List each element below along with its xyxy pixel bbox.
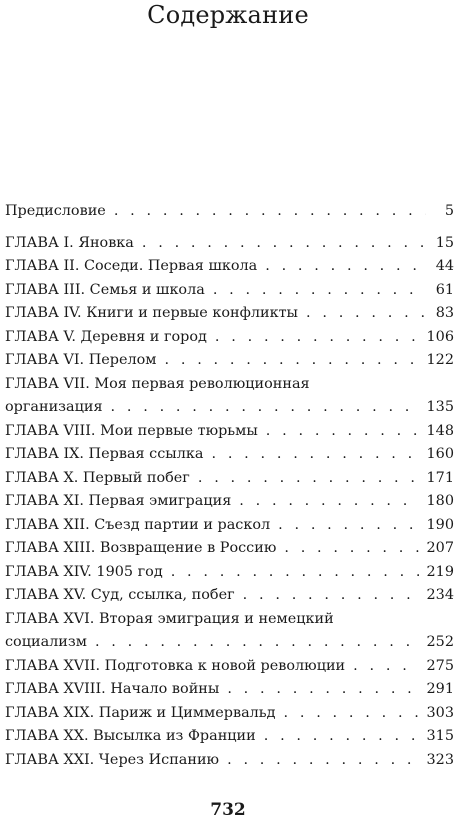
toc-leader-dots (306, 302, 426, 326)
toc-entry-title: ГЛАВА IV. Книги и первые конфликты (5, 305, 299, 321)
toc-entry-page: 275 (426, 657, 454, 674)
toc-entry[interactable] (5, 255, 454, 279)
toc-entry[interactable] (5, 537, 454, 561)
toc-entry-title: ГЛАВА V. Деревня и город (5, 328, 207, 345)
toc-leader-dots (171, 561, 419, 585)
toc-entry[interactable] (5, 490, 454, 514)
toc-entry-title: ГЛАВА XV. Суд, ссылка, побег (5, 587, 235, 603)
toc-entry[interactable] (5, 326, 454, 350)
toc-entry[interactable] (5, 302, 454, 326)
toc-entry-title: Предисловие (5, 203, 106, 219)
toc-entry-title-continued: социализм (5, 634, 87, 650)
toc-entry[interactable] (5, 420, 454, 444)
toc-spacer (5, 224, 454, 232)
toc-entry-page: 135 (426, 399, 454, 415)
toc-entry-page: 171 (426, 469, 454, 486)
toc-entry-title: ГЛАВА I. Яновка (5, 234, 134, 251)
toc-entry-page: 303 (426, 704, 454, 721)
toc-entry-title: ГЛАВА VI. Перелом (5, 352, 157, 368)
toc-leader-dots (211, 443, 418, 467)
toc-entry-page: 219 (426, 563, 454, 580)
toc-entry-title: ГЛАВА II. Соседи. Первая школа (5, 258, 258, 274)
toc-entry-title: ГЛАВА XVI. Вторая эмиграция и немецкий (5, 610, 334, 627)
toc-entry-page: 148 (426, 422, 454, 439)
toc-entry[interactable] (5, 561, 454, 585)
toc-entry[interactable] (5, 232, 454, 256)
toc-entry-title: ГЛАВА VIII. Мои первые тюрьмы (5, 422, 258, 439)
toc-entry-page: 106 (426, 328, 454, 345)
toc-entry-title: ГЛАВА XIV. 1905 год (5, 563, 163, 580)
toc-leader-dots (165, 349, 419, 373)
toc-entry[interactable] (5, 349, 454, 373)
toc-leader-dots (111, 396, 419, 420)
toc-entry-page: 315 (426, 728, 454, 744)
toc-leader-dots (243, 584, 419, 608)
toc-entry[interactable] (5, 725, 454, 749)
toc-entry-title: ГЛАВА III. Семья и школа (5, 281, 205, 298)
page-number: 732 (210, 800, 246, 820)
toc-entry-page: 122 (426, 352, 454, 368)
toc-entry[interactable] (5, 200, 454, 224)
toc-entry-title-continued: организация (5, 399, 103, 415)
toc-entry[interactable] (5, 514, 454, 538)
toc-entry-page: 234 (426, 587, 454, 603)
toc-leader-dots (264, 725, 419, 749)
toc-leader-dots (239, 490, 418, 514)
table-of-contents (5, 200, 454, 772)
toc-entry-page: 207 (426, 540, 454, 556)
toc-entry-page: 160 (426, 446, 454, 462)
toc-entry-page: 5 (444, 203, 454, 219)
toc-entry-title: ГЛАВА XI. Первая эмиграция (5, 493, 232, 509)
toc-entry[interactable] (5, 749, 454, 773)
toc-entry[interactable] (5, 655, 454, 679)
toc-entry[interactable] (5, 608, 454, 655)
toc-entry-title: ГЛАВА XVII. Подготовка к новой революции (5, 657, 346, 674)
toc-entry[interactable] (5, 467, 454, 491)
toc-leader-dots (198, 467, 419, 491)
toc-entry-title: ГЛАВА XVIII. Начало войны (5, 681, 220, 697)
toc-entry-page: 180 (426, 493, 454, 509)
toc-leader-dots (353, 655, 418, 679)
toc-leader-dots (95, 631, 419, 655)
toc-entry-page: 323 (426, 751, 454, 768)
toc-entry-title: ГЛАВА XIII. Возвращение в Россию (5, 540, 277, 556)
toc-leader-dots (142, 232, 426, 256)
toc-entry-title: ГЛАВА XIX. Париж и Циммервальд (5, 704, 276, 721)
toc-entry[interactable] (5, 373, 454, 420)
toc-entry[interactable] (5, 678, 454, 702)
toc-entry-page: 291 (426, 681, 454, 697)
toc-leader-dots (213, 279, 426, 303)
page-title: Содержание (147, 1, 309, 29)
toc-entry[interactable] (5, 279, 454, 303)
toc-leader-dots (278, 514, 418, 538)
toc-entry[interactable] (5, 702, 454, 726)
toc-entry-page: 15 (435, 234, 454, 251)
toc-entry[interactable] (5, 443, 454, 467)
toc-leader-dots (215, 326, 419, 350)
toc-entry-title: ГЛАВА XXI. Через Испанию (5, 751, 220, 768)
toc-entry-title: ГЛАВА IX. Первая ссылка (5, 446, 204, 462)
toc-leader-dots (284, 702, 419, 726)
toc-entry-page: 61 (435, 281, 454, 298)
toc-leader-dots (266, 420, 419, 444)
toc-entry-title: ГЛАВА XII. Съезд партии и раскол (5, 516, 271, 533)
toc-leader-dots (227, 749, 418, 773)
toc-leader-dots (114, 200, 426, 224)
toc-entry-page: 190 (426, 516, 454, 533)
toc-leader-dots (227, 678, 418, 702)
toc-entry[interactable] (5, 584, 454, 608)
toc-leader-dots (284, 537, 418, 561)
toc-entry-page: 252 (426, 634, 454, 650)
toc-leader-dots (265, 255, 426, 279)
toc-entry-page: 44 (435, 258, 454, 274)
toc-entry-title: ГЛАВА X. Первый побег (5, 469, 190, 486)
toc-entry-title: ГЛАВА VII. Моя первая революционная (5, 375, 310, 392)
toc-entry-page: 83 (435, 305, 454, 321)
toc-entry-title: ГЛАВА XX. Высылка из Франции (5, 728, 256, 744)
